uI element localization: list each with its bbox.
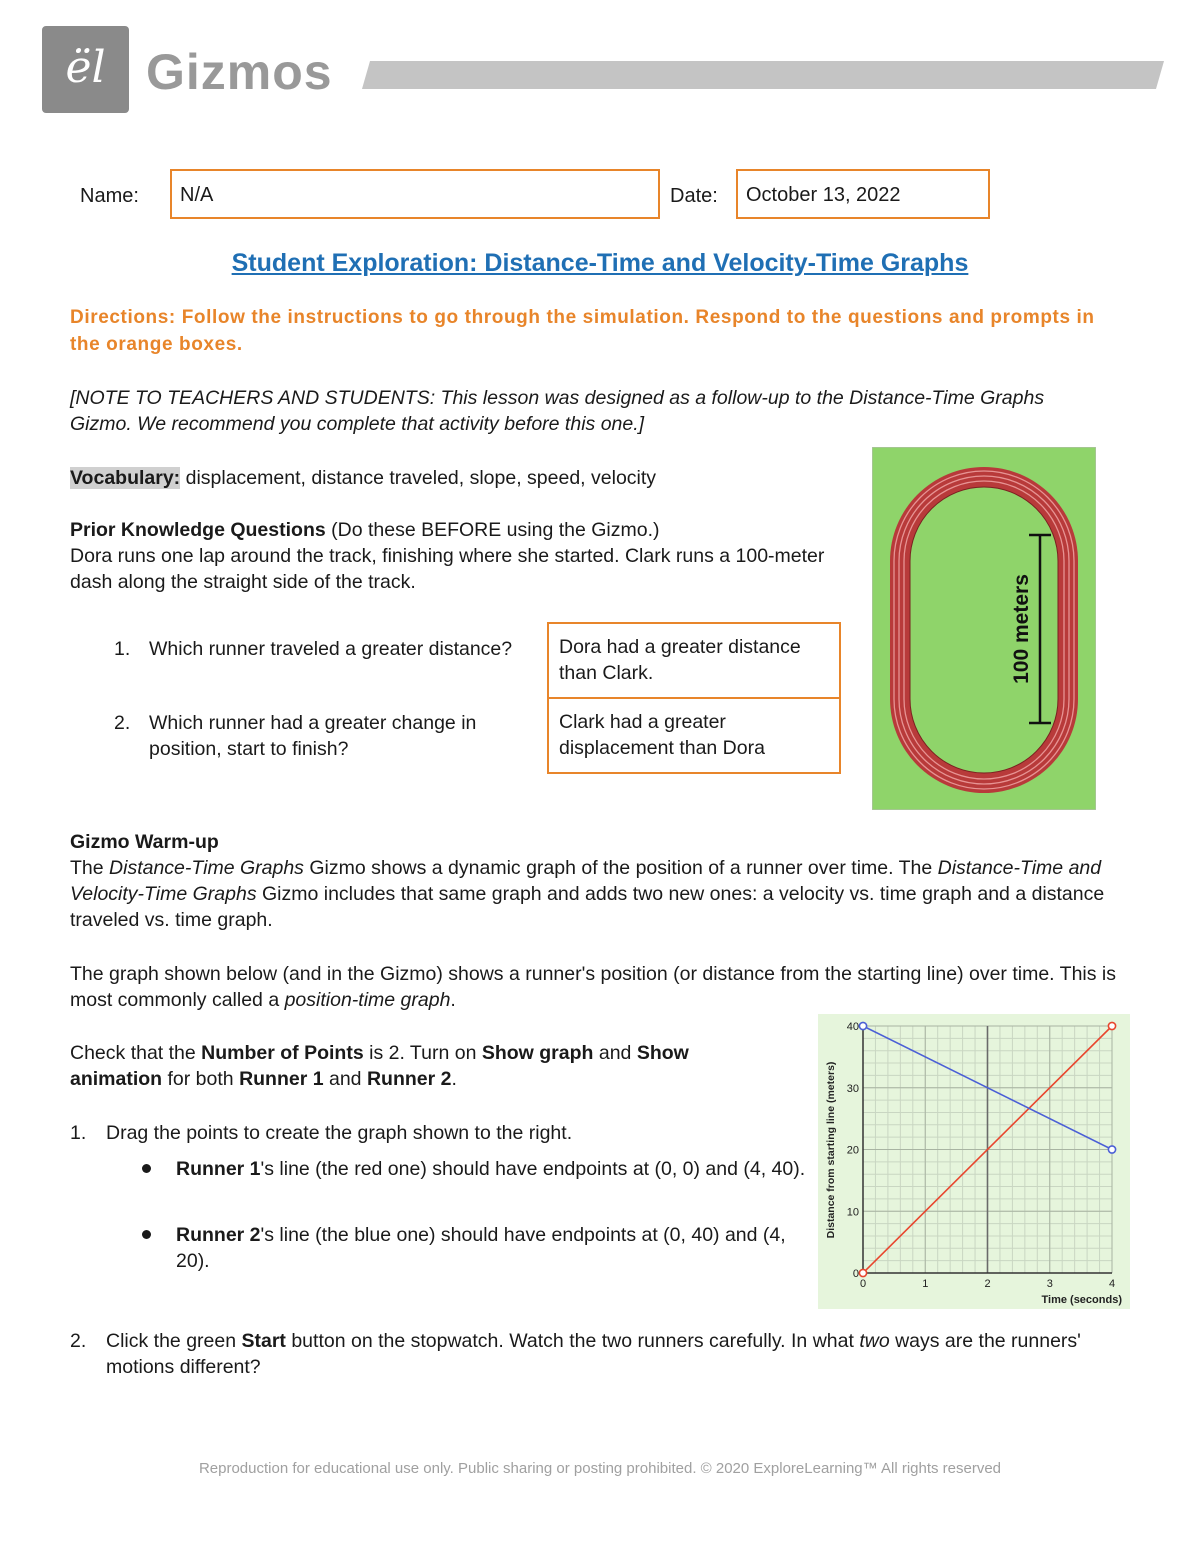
step-text-italic: two [859, 1330, 890, 1352]
answer-box-1[interactable] [547, 622, 841, 699]
track-length-label: 100 meters [1010, 574, 1033, 684]
bullet-item [176, 1156, 806, 1182]
data-point [1108, 1022, 1115, 1029]
setup-text: Check that the [70, 1042, 202, 1064]
setup-bold: Number of Points [201, 1042, 364, 1064]
warmup-text: Gizmo shows a dynamic graph of the position of a runner over time. The [303, 857, 938, 879]
warmup-text: The [70, 857, 110, 879]
x-tick-label: 3 [1046, 1278, 1053, 1290]
page-title: Student Exploration: Distance-Time and Velocity-Time Graphs [231, 249, 969, 277]
track-illustration [872, 447, 1096, 810]
vocabulary-label: Vocabulary: [70, 467, 181, 489]
setup-bold: Runner 2 [366, 1068, 452, 1090]
x-axis-label: Time (seconds) [1041, 1294, 1122, 1306]
paragraph-text: The graph shown below (and in the Gizmo) shows a runner's position (or distance from the starting line) over time. This is most commonly called a [70, 963, 1117, 1011]
step-number: 1. [70, 1122, 87, 1144]
y-axis-label: Distance from starting line (meters) [825, 1061, 837, 1239]
setup-bold: Show graph [481, 1042, 594, 1064]
y-tick-label: 20 [846, 1144, 859, 1157]
position-time-chart [818, 1014, 1130, 1309]
warmup-text: Gizmo includes that same graph and adds two new ones: a velocity vs. time graph and a distance traveled vs. time graph. [70, 883, 1105, 931]
x-tick-label: 2 [984, 1278, 991, 1290]
brand-name: Gizmos [146, 44, 333, 100]
prior-text: Dora runs one lap around the track, finishing where she started. Clark runs a 100-meter dash along the straight side of the track. [70, 545, 825, 593]
logo-glyph: ël [65, 42, 106, 93]
question-number: 1. [114, 638, 131, 660]
step-text-bold: Start [241, 1330, 286, 1352]
data-point [1108, 1146, 1115, 1153]
explorelearning-logo [42, 26, 129, 113]
position-time-paragraph [70, 961, 1120, 1013]
step-text-part: Click the green [106, 1330, 242, 1352]
setup-text: and [323, 1068, 367, 1090]
date-field[interactable] [736, 169, 990, 219]
note: [NOTE TO TEACHERS AND STUDENTS: This lesson was designed as a follow-up to the Distance-Time Graphs Gizmo. We recommend you complete that activity before this one.] [70, 387, 1045, 435]
setup-text: for both [162, 1068, 240, 1090]
y-tick-label: 0 [852, 1268, 859, 1280]
prior-heading-note: (Do these BEFORE using the Gizmo.) [325, 519, 660, 541]
x-tick-label: 0 [859, 1278, 867, 1290]
setup-bold: Runner 1 [239, 1068, 324, 1090]
date-value: October 13, 2022 [746, 184, 901, 206]
prior-heading: Prior Knowledge Questions [70, 519, 326, 541]
infield [910, 487, 1058, 773]
answer-box-2[interactable] [547, 697, 841, 774]
setup-text: and [593, 1042, 637, 1064]
bullet-text: 's line (the blue one) should have endpoints at (0, 40) and (4, 20). [176, 1224, 786, 1272]
x-tick-label: 1 [922, 1278, 929, 1290]
bullet-dot [142, 1230, 151, 1239]
y-tick-label: 10 [846, 1206, 859, 1219]
step-text-part: ways are the runners' motions different? [106, 1330, 1081, 1378]
question-text: Which runner traveled a greater distance? [149, 638, 513, 660]
name-label: Name: [80, 185, 139, 207]
bullet-bold: Runner 2 [176, 1224, 261, 1246]
date-label: Date: [670, 185, 718, 207]
name-field[interactable] [170, 169, 660, 219]
answer-text: Clark had a greater displacement than Dora [559, 711, 765, 759]
bullet-dot [142, 1164, 151, 1173]
paragraph-italic: position-time graph [284, 989, 451, 1011]
data-point [859, 1022, 866, 1029]
x-tick-label: 4 [1108, 1278, 1116, 1290]
footer: Reproduction for educational use only. Public sharing or posting prohibited. © 2020 ExploreLearning™ All rights reserved [198, 1460, 1002, 1477]
paragraph-text: . [450, 989, 456, 1011]
setup-text: is 2. Turn on [363, 1042, 482, 1064]
warmup-heading: Gizmo Warm-up [70, 831, 219, 853]
vocabulary-terms: displacement, distance traveled, slope, speed, velocity [180, 467, 657, 489]
step-text: Drag the points to create the graph shown to the right. [106, 1122, 573, 1144]
y-tick-label: 40 [846, 1021, 859, 1033]
directions: Directions: Follow the instructions to go through the simulation. Respond to the questions and prompts in the orange boxes. [70, 307, 1095, 355]
header-bar [362, 61, 1164, 89]
y-tick-label: 30 [846, 1082, 859, 1095]
bullet-bold: Runner 1 [176, 1158, 261, 1180]
name-value: N/A [180, 184, 214, 206]
setup-text: . [451, 1068, 457, 1090]
step-text-part: button on the stopwatch. Watch the two runners carefully. In what [285, 1330, 860, 1352]
data-point [859, 1269, 866, 1276]
prior-knowledge [70, 517, 830, 595]
vocabulary-line [70, 465, 850, 491]
warmup-section [70, 829, 1120, 933]
step-text [106, 1328, 1116, 1380]
answer-text: Dora had a greater distance than Clark. [559, 636, 801, 684]
step-number: 2. [70, 1330, 87, 1352]
warmup-text-italic: Distance-Time and Velocity-Time Graphs [70, 857, 1102, 905]
bullet-text: 's line (the red one) should have endpoints at (0, 0) and (4, 40). [260, 1158, 806, 1180]
warmup-text-italic: Distance-Time Graphs [109, 857, 304, 879]
question-number: 2. [114, 712, 131, 734]
setup-bold: Show animation [70, 1042, 689, 1090]
question-text: Which runner had a greater change in position, start to finish? [149, 712, 477, 760]
bullet-item [176, 1222, 796, 1274]
setup-paragraph [70, 1040, 770, 1092]
